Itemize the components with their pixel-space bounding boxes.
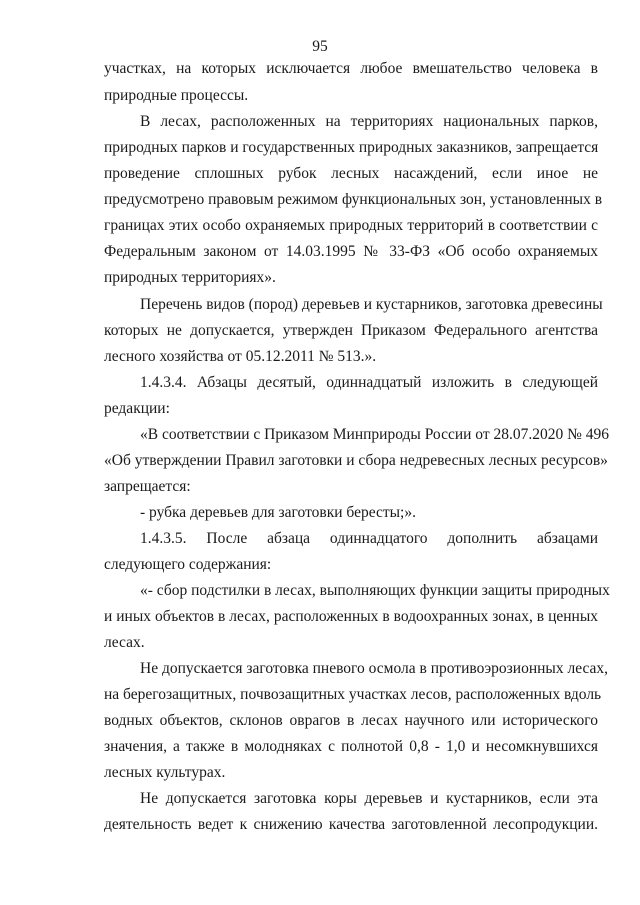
- text-line: участках, на которых исключается любое вмешательство человека в: [104, 60, 598, 77]
- text-line: которых не допускается, утвержден Приказом Федерального агентства: [104, 322, 598, 339]
- text-line: лесного хозяйства от 05.12.2011 № 513.».: [104, 348, 377, 365]
- text-line: природные процессы.: [104, 87, 249, 104]
- text-line: природных парков и государственных природных заказников, запрещается: [104, 139, 599, 156]
- text-line: и иных объектов в лесах, расположенных в водоохранных зонах, в ценных: [104, 608, 598, 625]
- text-line: В лесах, расположенных на территориях национальных парков,: [140, 113, 598, 130]
- text-line: водных объектов, склонов оврагов в лесах научного или исторического: [104, 712, 598, 729]
- text-line: границах этих особо охраняемых природных территорий в соответствии с: [104, 217, 598, 234]
- text-line: на берегозащитных, почвозащитных участках лесов, расположенных вдоль: [104, 686, 602, 703]
- text-line: Перечень видов (пород) деревьев и кустарников, заготовка древесины: [140, 296, 603, 313]
- text-line: деятельность ведет к снижению качества заготовленной лесопродукции.: [104, 816, 598, 833]
- text-line: значения, а также в молодняках с полнотой 0,8 - 1,0 и несомкнувшихся: [104, 738, 598, 755]
- text-line: природных территориях».: [104, 269, 276, 286]
- text-line: - рубка деревьев для заготовки бересты;».: [140, 504, 416, 521]
- text-line: «- сбор подстилки в лесах, выполняющих функции защиты природных: [140, 582, 610, 599]
- text-line: лесных культурах.: [104, 764, 226, 781]
- text-line: Федеральным законом от 14.03.1995 № 33-ФЗ «Об особо охраняемых: [104, 243, 598, 260]
- text-line: Не допускается заготовка коры деревьев и кустарников, если эта: [140, 790, 598, 807]
- text-line: редакции:: [104, 400, 170, 417]
- text-line: 1.4.3.5. После абзаца одиннадцатого дополнить абзацами: [140, 530, 598, 547]
- text-line: предусмотрено правовым режимом функциональных зон, установленных в: [104, 191, 603, 208]
- text-line: 1.4.3.4. Абзацы десятый, одиннадцатый изложить в следующей: [140, 374, 598, 391]
- text-line: лесах.: [104, 634, 145, 651]
- text-line: «В соответствии с Приказом Минприроды России от 28.07.2020 № 496: [140, 426, 610, 443]
- page-number: 95: [312, 38, 328, 55]
- text-line: Не допускается заготовка пневого осмола в противоэрозионных лесах,: [140, 660, 609, 677]
- text-line: проведение сплошных рубок лесных насаждений, если иное не: [104, 165, 598, 182]
- text-line: следующего содержания:: [104, 556, 272, 573]
- text-line: «Об утверждении Правил заготовки и сбора недревесных лесных ресурсов»: [104, 452, 608, 469]
- text-line: запрещается:: [104, 478, 191, 495]
